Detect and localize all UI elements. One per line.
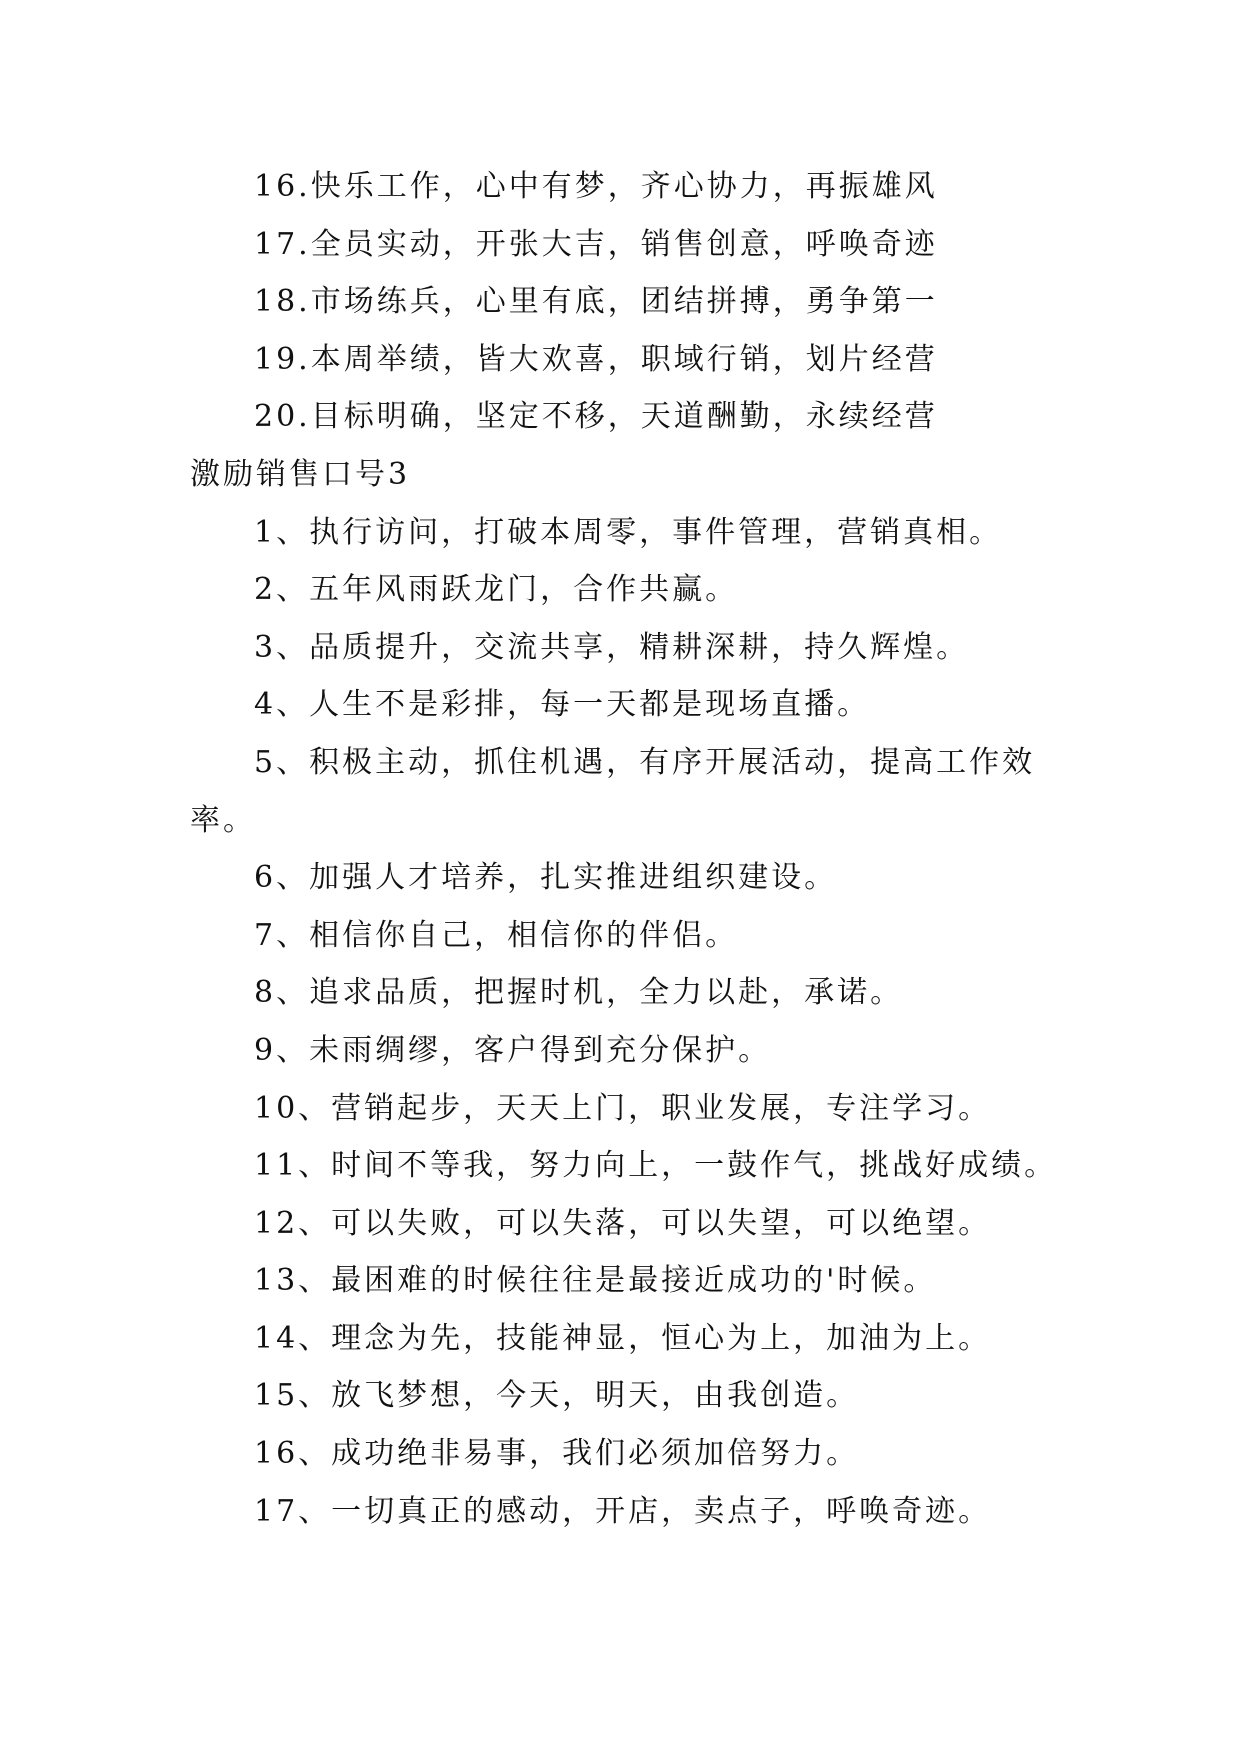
slogan-line: 6、加强人才培养，扎实推进组织建设。 <box>254 860 838 896</box>
slogan-line: 3、品质提升，交流共享，精耕深耕，持久辉煌。 <box>254 629 970 665</box>
slogan-line: 4、人生不是彩排，每一天都是现场直播。 <box>254 687 871 723</box>
slogan-line: 1、执行访问，打破本周零，事件管理，营销真相。 <box>254 514 1003 550</box>
slogan-line: 5、积极主动，抓住机遇，有序开展活动，提高工作效 <box>254 744 1036 780</box>
slogan-line: 7、相信你自己，相信你的伴侣。 <box>254 917 739 953</box>
slogan-line: 17、一切真正的感动，开店，卖点子，呼唤奇迹。 <box>254 1493 992 1529</box>
slogan-line: 8、追求品质，把握时机，全力以赴，承诺。 <box>254 975 904 1011</box>
slogan-line: 15、放飞梦想，今天，明天，由我创造。 <box>254 1378 860 1414</box>
slogan-line: 16.快乐工作，心中有梦，齐心协力，再振雄风 <box>254 169 938 204</box>
slogan-line: 17.全员实动，开张大吉，销售创意，呼唤奇迹 <box>254 226 938 262</box>
slogan-line: 12、可以失败，可以失落，可以失望，可以绝望。 <box>254 1205 992 1241</box>
document-body <box>190 158 1070 1540</box>
slogan-line: 16、成功绝非易事，我们必须加倍努力。 <box>254 1436 860 1472</box>
slogan-line: 9、未雨绸缪，客户得到充分保护。 <box>254 1032 772 1068</box>
slogan-line-continuation: 率。 <box>190 802 256 838</box>
slogan-line: 13、最困难的时候往往是最接近成功的'时候。 <box>254 1263 937 1299</box>
slogan-line: 19.本周举绩，皆大欢喜，职域行销，划片经营 <box>254 341 938 377</box>
slogan-line: 18.市场练兵，心里有底，团结拼搏，勇争第一 <box>254 284 938 320</box>
slogan-line: 2、五年风雨跃龙门，合作共赢。 <box>254 572 739 608</box>
slogan-line: 11、时间不等我，努力向上，一鼓作气，挑战好成绩。 <box>254 1148 1058 1184</box>
slogan-line: 14、理念为先，技能神显，恒心为上，加油为上。 <box>254 1320 992 1356</box>
slogan-line: 10、营销起步，天天上门，职业发展，专注学习。 <box>254 1090 992 1126</box>
section-heading: 激励销售口号3 <box>190 456 411 492</box>
slogan-line: 20.目标明确，坚定不移，天道酬勤，永续经营 <box>254 399 938 435</box>
